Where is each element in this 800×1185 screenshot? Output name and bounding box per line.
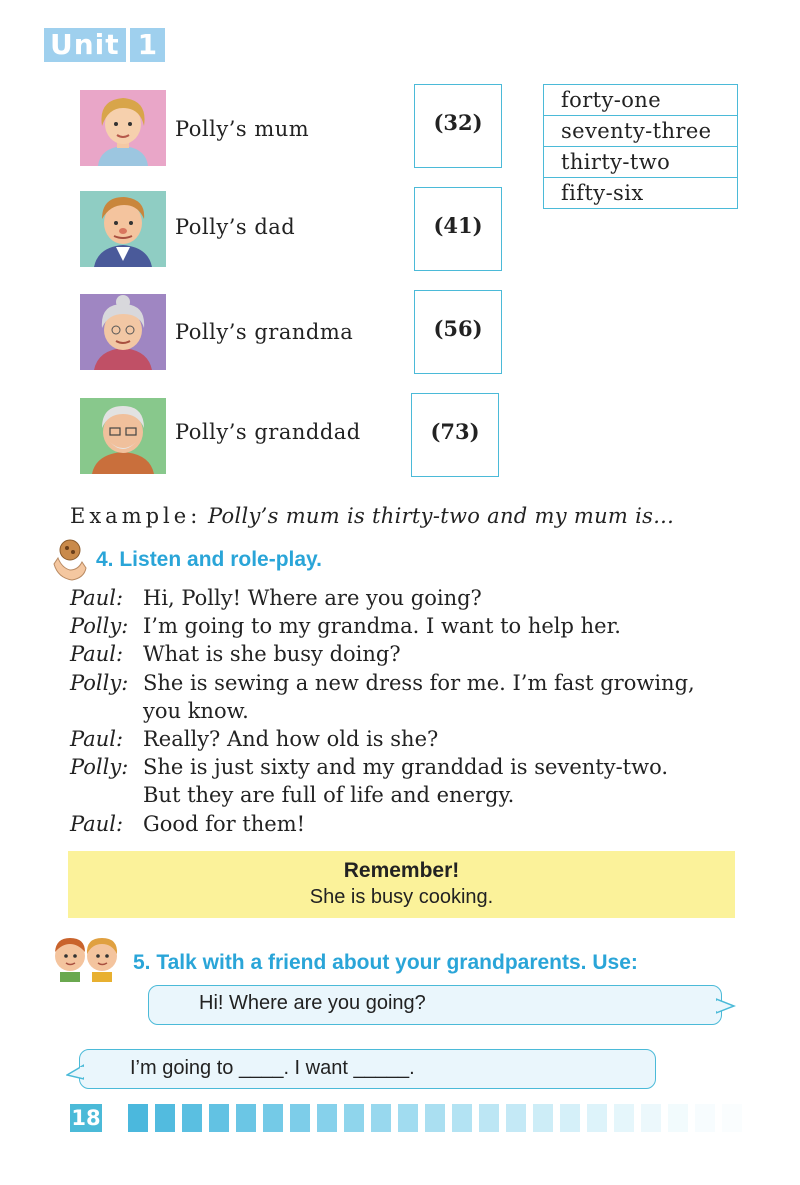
dialog-row	[70, 612, 695, 640]
speech-bubble	[148, 985, 722, 1025]
page-number: 18	[71, 1106, 101, 1130]
exercise-5-title: 5. Talk with a friend about your grandparents. Use:	[133, 951, 638, 974]
dialog-line: She is just sixty and my granddad is seventy-two.	[143, 755, 669, 780]
speaker: Paul:	[70, 586, 124, 610]
decor-square	[371, 1104, 391, 1132]
decor-square	[641, 1104, 661, 1132]
decor-square	[587, 1104, 607, 1132]
dialog-row	[70, 584, 695, 612]
word-item: thirty-two	[544, 147, 737, 178]
exercise-4-title: 4. Listen and role-play.	[96, 548, 322, 571]
decor-square	[452, 1104, 472, 1132]
dialog-row	[70, 810, 695, 838]
remember-box	[68, 851, 735, 918]
decor-square	[533, 1104, 553, 1132]
decor-square	[425, 1104, 445, 1132]
family-name: Polly’s mum	[175, 117, 310, 141]
bubble-text: I’m going to ____. I want _____.	[130, 1057, 415, 1079]
decor-square	[506, 1104, 526, 1132]
granddad-portrait	[80, 398, 166, 474]
example-text: Polly’s mum is thirty-two and my mum is...	[207, 504, 675, 528]
decor-square	[182, 1104, 202, 1132]
remember-title: Remember!	[343, 859, 460, 882]
dialog-line: Good for them!	[143, 811, 306, 836]
decor-square	[668, 1104, 688, 1132]
dialog-line: But they are full of life and energy.	[143, 783, 515, 808]
speaker: Paul:	[70, 727, 124, 752]
decor-square	[398, 1104, 418, 1132]
speaker: Polly:	[70, 670, 129, 695]
bubble-tail	[716, 998, 736, 1014]
decor-square	[290, 1104, 310, 1132]
decor-square	[155, 1104, 175, 1132]
decor-square	[236, 1104, 256, 1132]
unit-header	[44, 28, 165, 62]
dialog-line: She is sewing a new dress for me. I’m fast growing,	[143, 670, 695, 695]
dialog	[70, 584, 695, 838]
dad-portrait	[80, 191, 166, 267]
grandma-portrait	[80, 294, 166, 370]
decor-square	[317, 1104, 337, 1132]
decor-square	[128, 1104, 148, 1132]
bubble-tail	[66, 1064, 84, 1080]
dialog-line: Really? And how old is she?	[143, 727, 439, 752]
decor-square	[560, 1104, 580, 1132]
decor-square	[209, 1104, 229, 1132]
dialog-line: you know.	[143, 698, 249, 723]
bubble-text: Hi! Where are you going?	[199, 992, 426, 1014]
speaker: Polly:	[70, 755, 129, 780]
decor-square	[344, 1104, 364, 1132]
dialog-line: Hi, Polly! Where are you going?	[143, 586, 482, 610]
speech-bubble	[79, 1049, 656, 1089]
dialog-line: I’m going to my grandma. I want to help her.	[143, 614, 621, 639]
family-name: Polly’s grandma	[175, 320, 354, 344]
speaker: Paul:	[70, 642, 124, 667]
decor-square	[722, 1104, 742, 1132]
age-box: (41)	[414, 187, 502, 271]
dialog-row	[70, 725, 695, 753]
decor-square	[614, 1104, 634, 1132]
example-line	[70, 504, 674, 528]
age-box: (73)	[411, 393, 499, 477]
word-item: seventy-three	[544, 116, 737, 147]
unit-word: Unit	[44, 28, 126, 62]
remember-text: She is busy cooking.	[309, 886, 494, 908]
speaker: Paul:	[70, 811, 124, 836]
decor-square	[479, 1104, 499, 1132]
dialog-row	[70, 753, 695, 809]
listen-hand-icon	[48, 534, 92, 582]
word-item: fifty-six	[561, 181, 644, 205]
age-box: (56)	[414, 290, 502, 374]
decor-square	[695, 1104, 715, 1132]
word-item: forty-one	[544, 85, 737, 116]
speaker: Polly:	[70, 614, 129, 639]
dialog-row	[70, 669, 695, 725]
unit-number: 1	[130, 28, 165, 62]
number-word-list	[543, 84, 738, 209]
age-box: (32)	[414, 84, 502, 168]
dialog-line: What is she busy doing?	[143, 642, 401, 667]
example-label: Example:	[70, 504, 202, 528]
friends-talk-icon	[48, 932, 128, 982]
mum-portrait	[80, 90, 166, 166]
family-name: Polly’s dad	[175, 215, 296, 239]
family-name: Polly’s granddad	[175, 420, 361, 444]
decor-square	[263, 1104, 283, 1132]
dialog-row	[70, 640, 695, 668]
